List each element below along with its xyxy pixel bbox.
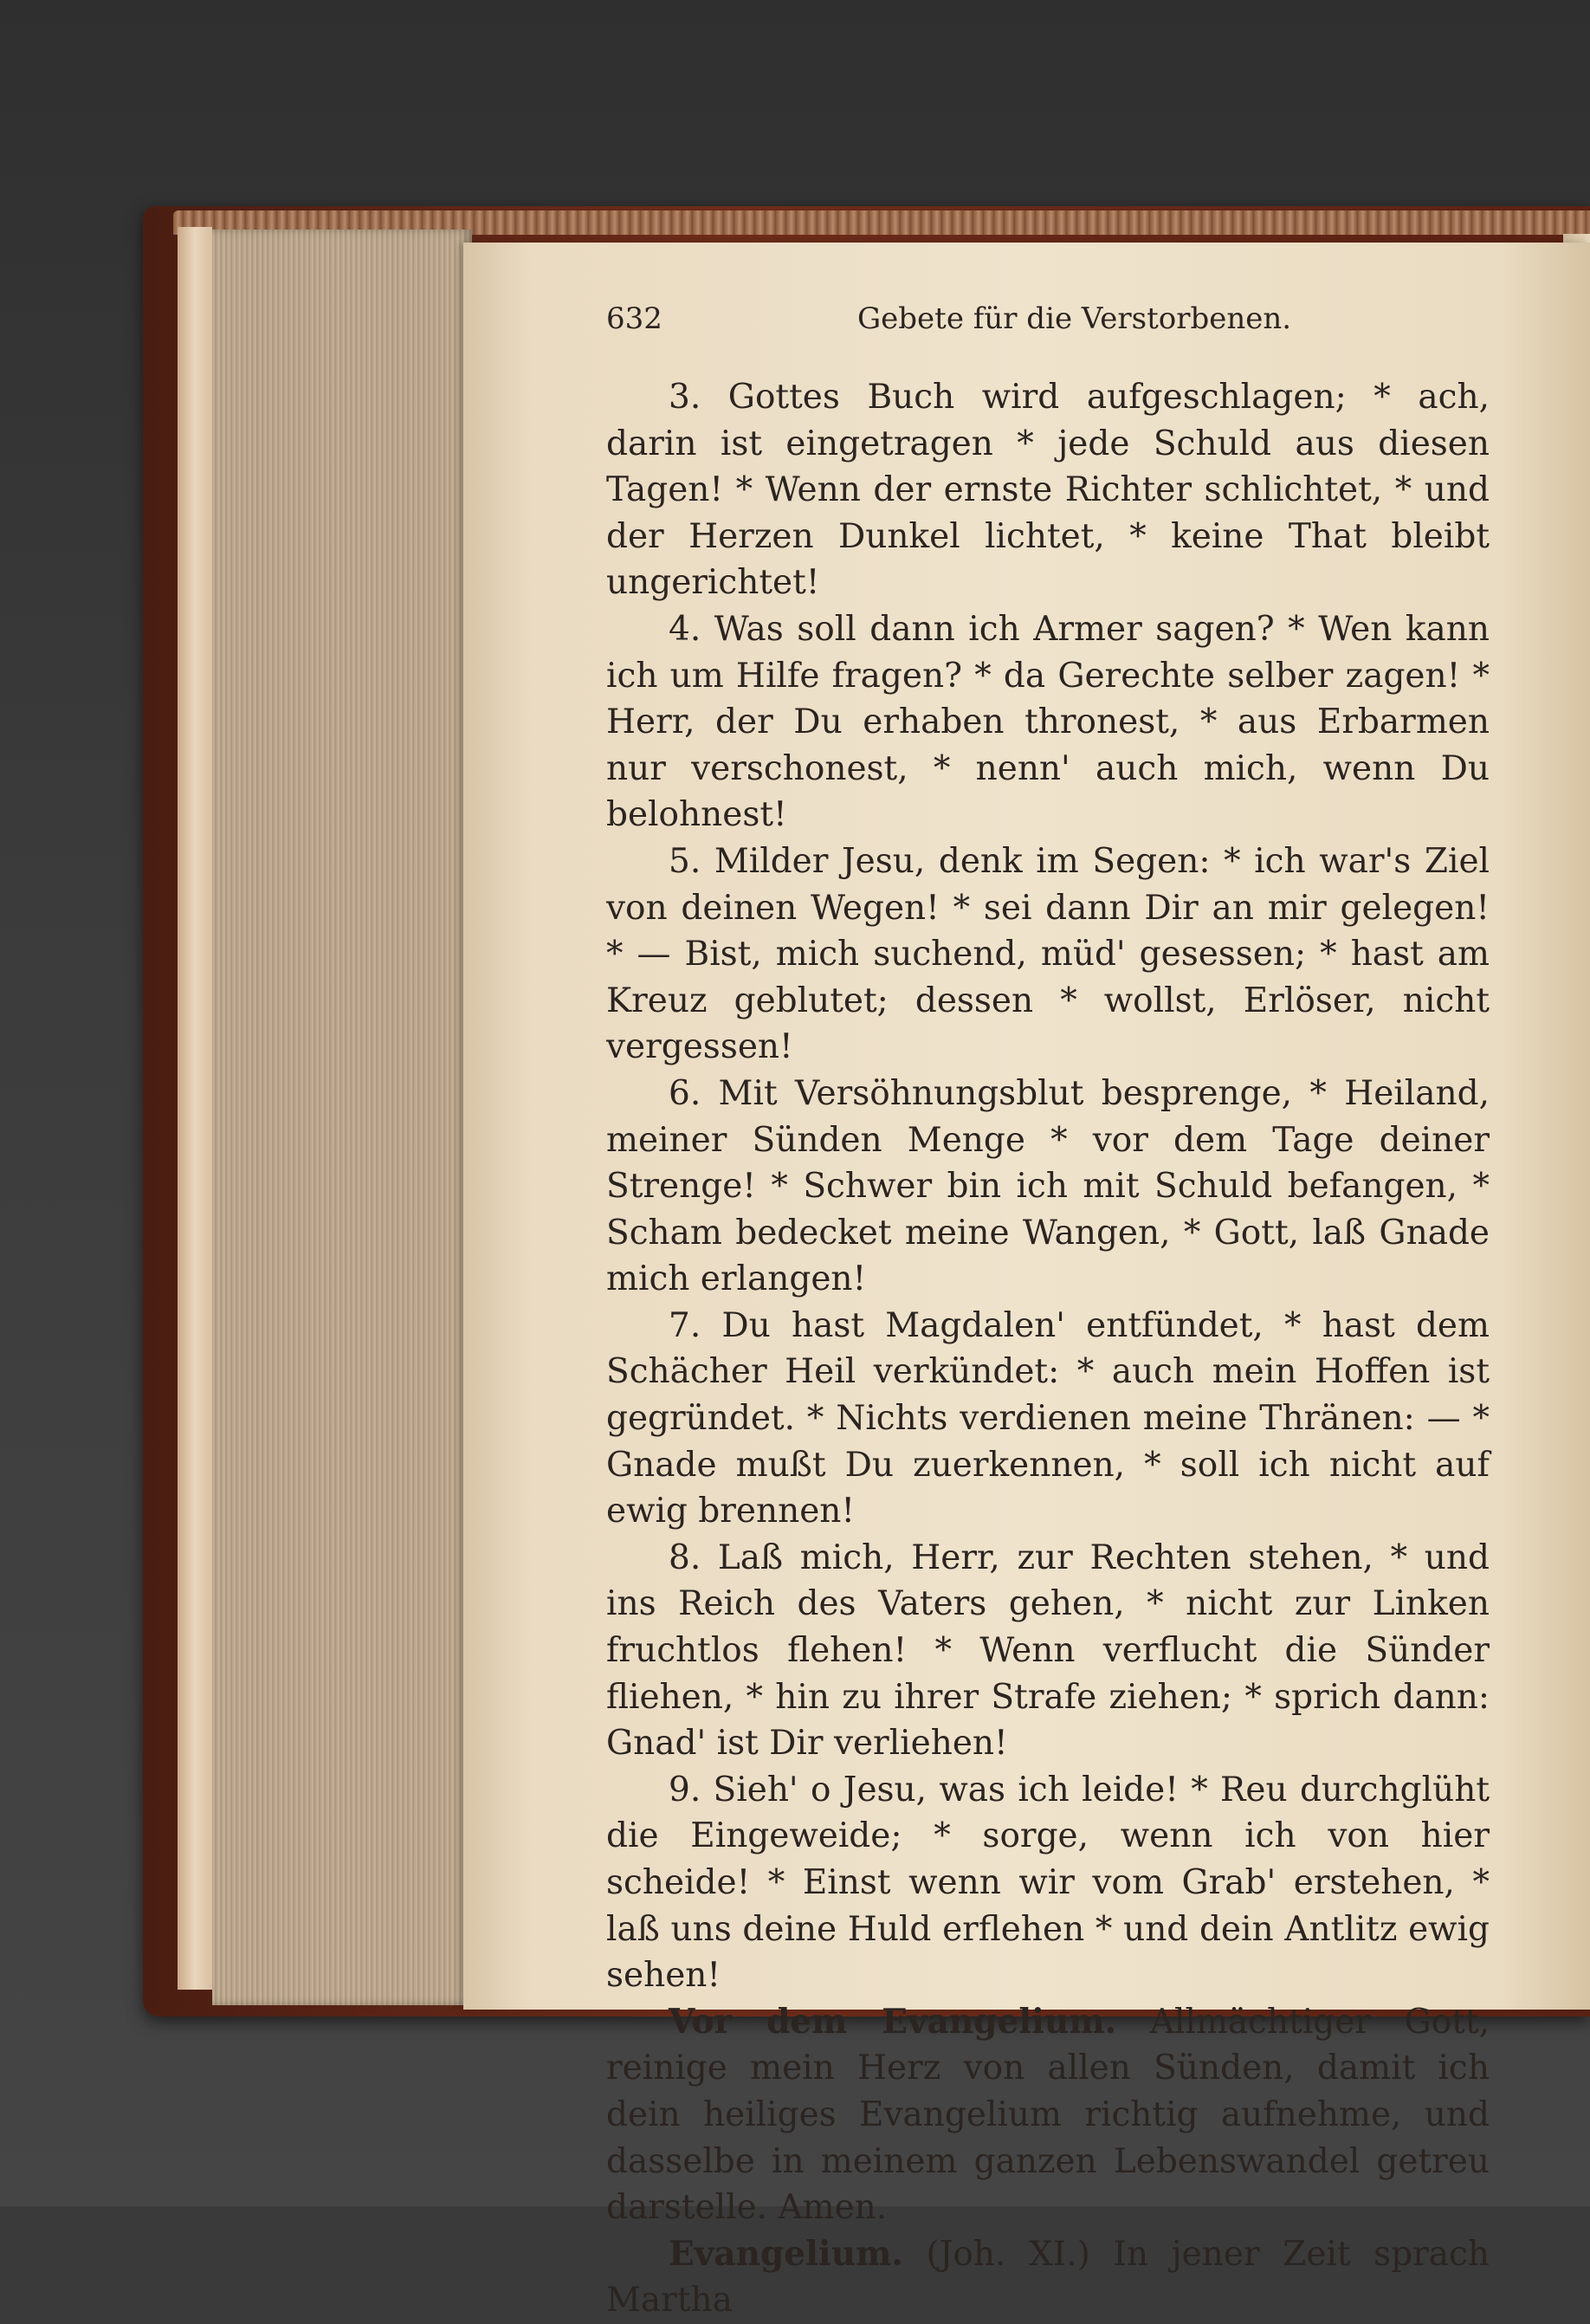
page-block-edge [212,230,472,2005]
verse-9: 9. Sieh' o Jesu, was ich leide! * Reu durchglüht die Eingeweide; * sorge, wenn ich von hier scheide! * Einst wenn wir vom Grab' erstehen, * laß uns deine Huld erflehen * und dein Antlitz ewig sehen! [606,1770,1490,1996]
verse-8: 8. Laß mich, Herr, zur Rechten stehen, * und ins Reich des Vaters gehen, * nicht zur Linken fruchtlos flehen! * Wenn verflucht die Sünder fliehen, * hin zu ihrer Strafe ziehen; * sprich dann: Gnad' ist Dir verliehen! [606,1537,1490,1764]
verse-4: 4. Was soll dann ich Armer sagen? * Wen kann ich um Hilfe fragen? * da Gerechte selber zagen! * Herr, der Du erhaben thronest, * aus Erbarmen nur verschonest, * nenn' auch mich, wenn Du belohnest! [606,609,1490,835]
before-gospel-text: Allmächtiger Gott, reinige mein Herz von allen Sünden, damit ich dein heiliges Evangelium richtig aufnehme, und dasselbe in meinem ganzen Lebenswandel getreu darstelle. Amen. [606,2002,1490,2228]
before-gospel-paragraph [606,1999,1490,2231]
verse-5: 5. Milder Jesu, denk im Segen: * ich war's Ziel von deinen Wegen! * sei dann Dir an mir gelegen! * — Bist, mich suchend, müd' gesessen; * hast am Kreuz geblutet; dessen * wollst, Erlöser, nicht vergessen! [606,841,1490,1067]
page-text [606,374,1490,2324]
gospel-paragraph [606,2231,1490,2324]
verse-3: 3. Gottes Buch wird aufgeschlagen; * ach, darin ist eingetragen * jede Schuld aus diesen Tagen! * Wenn der ernste Richter schlichtet, * und der Herzen Dunkel lichtet, * keine That bleibt ungerichtet! [606,378,1490,603]
gospel-text: (Joh. XI.) In jener Zeit sprach Martha [606,2234,1490,2321]
verse-6: 6. Mit Versöhnungsblut besprenge, * Heiland, meiner Sünden Menge * vor dem Tage deiner Strenge! * Schwer bin ich mit Schuld befangen, * Scham bedecket meine Wangen, * Gott, laß Gnade mich erlangen! [606,1073,1490,1299]
gospel-heading: Evangelium. [669,2233,903,2274]
running-title: Gebete für die Verstorbenen. [857,301,1292,336]
before-gospel-heading: Vor dem Evangelium. [669,2001,1117,2042]
verse-7: 7. Du hast Magdalen' entfündet, * hast dem Schächer Heil verkündet: * auch mein Hoffen ist gegründet. * Nichts verdienen meine Thränen: — * Gnade mußt Du zuerkennen, * soll ich nicht auf ewig brennen! [606,1305,1490,1531]
page-header [606,301,1490,345]
book-spine-edge [178,227,212,1990]
page-number: 632 [606,301,662,336]
